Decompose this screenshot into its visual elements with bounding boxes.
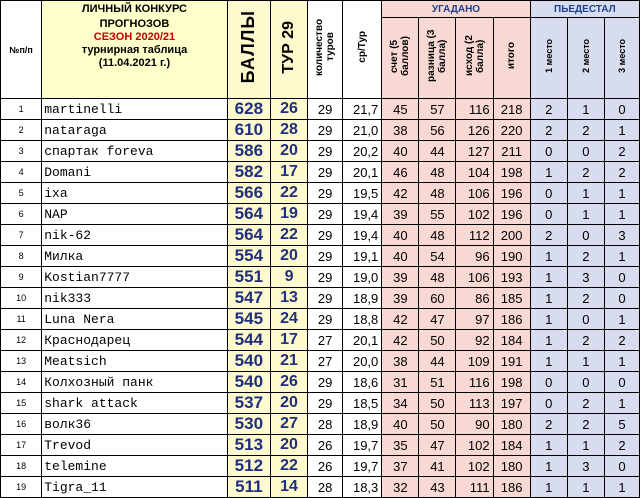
participant-name: Domani	[42, 162, 228, 183]
points-cell: 610	[227, 120, 270, 141]
tour-points-cell: 28	[271, 120, 308, 141]
tours-count-cell: 29	[308, 309, 343, 330]
place3-cell: 2	[604, 435, 639, 456]
place1-cell: 1	[530, 162, 567, 183]
per-tour-cell: 18,9	[343, 414, 382, 435]
per-tour-cell: 20,1	[343, 162, 382, 183]
per-tour-cell: 19,7	[343, 456, 382, 477]
diff-cell: 60	[419, 288, 456, 309]
tours-count-cell: 29	[308, 246, 343, 267]
total-cell: 190	[493, 246, 530, 267]
participant-name: спартак foreva	[42, 141, 228, 162]
row-number: 12	[1, 330, 42, 351]
table-row	[1, 309, 640, 330]
diff-cell: 57	[419, 99, 456, 120]
score-cell: 40	[382, 414, 419, 435]
tour-points-cell: 21	[271, 351, 308, 372]
place2-cell: 0	[567, 309, 604, 330]
diff-cell: 44	[419, 351, 456, 372]
tour-points-cell: 24	[271, 309, 308, 330]
tours-count-cell: 27	[308, 351, 343, 372]
total-cell: 197	[493, 393, 530, 414]
total-cell: 198	[493, 372, 530, 393]
diff-cell: 44	[419, 141, 456, 162]
per-tour-cell: 18,9	[343, 288, 382, 309]
tour-points-cell: 9	[271, 267, 308, 288]
total-cell: 196	[493, 204, 530, 225]
place1-cell: 1	[530, 435, 567, 456]
row-number: 14	[1, 372, 42, 393]
participant-name: ixa	[42, 183, 228, 204]
place1-cell: 1	[530, 246, 567, 267]
tour-points-cell: 19	[271, 204, 308, 225]
total-cell: 186	[493, 309, 530, 330]
points-cell: 540	[227, 351, 270, 372]
place2-cell: 3	[567, 267, 604, 288]
diff-cell: 43	[419, 477, 456, 498]
col-score-header: счет (5 баллов)	[382, 18, 419, 99]
table-row	[1, 225, 640, 246]
outcome-cell: 111	[456, 477, 493, 498]
table-row	[1, 435, 640, 456]
place3-cell: 3	[604, 225, 639, 246]
per-tour-cell: 19,4	[343, 204, 382, 225]
title-line2: ПРОГНОЗОВ	[99, 18, 170, 30]
col-place1-header: 1 место	[530, 18, 567, 99]
place1-cell: 0	[530, 141, 567, 162]
outcome-cell: 92	[456, 330, 493, 351]
total-cell: 211	[493, 141, 530, 162]
place1-cell: 2	[530, 414, 567, 435]
place3-cell: 1	[604, 120, 639, 141]
participant-name: Милка	[42, 246, 228, 267]
place1-cell: 2	[530, 225, 567, 246]
score-cell: 39	[382, 288, 419, 309]
row-number: 19	[1, 477, 42, 498]
place2-cell: 2	[567, 162, 604, 183]
per-tour-cell: 19,4	[343, 225, 382, 246]
table-row	[1, 204, 640, 225]
participant-name: волк36	[42, 414, 228, 435]
score-cell: 40	[382, 141, 419, 162]
total-cell: 180	[493, 414, 530, 435]
participant-name: martinelli	[42, 99, 228, 120]
diff-cell: 41	[419, 456, 456, 477]
col-tours-count-header: количество туров	[308, 1, 343, 99]
outcome-cell: 112	[456, 225, 493, 246]
col-diff-header: разница (3 балла)	[419, 18, 456, 99]
participant-name: Kostian7777	[42, 267, 228, 288]
row-number: 8	[1, 246, 42, 267]
outcome-cell: 106	[456, 267, 493, 288]
participant-name: nik333	[42, 288, 228, 309]
place1-cell: 2	[530, 99, 567, 120]
subtitle: турнирная таблица	[81, 44, 188, 56]
place2-cell: 2	[567, 120, 604, 141]
place2-cell: 2	[567, 330, 604, 351]
points-cell: 530	[227, 414, 270, 435]
total-cell: 184	[493, 435, 530, 456]
points-cell: 586	[227, 141, 270, 162]
date-label: (11.04.2021 г.)	[98, 57, 171, 69]
podium-group-header: ПЬЕДЕСТАЛ	[530, 1, 639, 18]
per-tour-cell: 21,0	[343, 120, 382, 141]
row-number: 18	[1, 456, 42, 477]
points-cell: 566	[227, 183, 270, 204]
tour-points-cell: 20	[271, 393, 308, 414]
tours-count-cell: 26	[308, 435, 343, 456]
total-cell: 196	[493, 183, 530, 204]
outcome-cell: 113	[456, 393, 493, 414]
place2-cell: 1	[567, 351, 604, 372]
per-tour-cell: 18,5	[343, 393, 382, 414]
place3-cell: 1	[604, 477, 639, 498]
place1-cell: 0	[530, 204, 567, 225]
place3-cell: 0	[604, 288, 639, 309]
tour-points-cell: 20	[271, 141, 308, 162]
diff-cell: 48	[419, 267, 456, 288]
table-row	[1, 162, 640, 183]
score-cell: 38	[382, 120, 419, 141]
place3-cell: 1	[604, 204, 639, 225]
points-cell: 511	[227, 477, 270, 498]
col-points-header: БАЛЛЫ	[227, 1, 270, 99]
place2-cell: 1	[567, 204, 604, 225]
participant-name: Колхозный панк	[42, 372, 228, 393]
tours-count-cell: 29	[308, 162, 343, 183]
table-row	[1, 267, 640, 288]
outcome-cell: 127	[456, 141, 493, 162]
score-cell: 34	[382, 393, 419, 414]
score-cell: 40	[382, 225, 419, 246]
place1-cell: 1	[530, 267, 567, 288]
place2-cell: 1	[567, 99, 604, 120]
diff-cell: 51	[419, 372, 456, 393]
points-cell: 544	[227, 330, 270, 351]
outcome-cell: 97	[456, 309, 493, 330]
tour-points-cell: 22	[271, 456, 308, 477]
tours-count-cell: 26	[308, 456, 343, 477]
tour-points-cell: 14	[271, 477, 308, 498]
diff-cell: 48	[419, 225, 456, 246]
tour-points-cell: 26	[271, 99, 308, 120]
tours-count-cell: 29	[308, 99, 343, 120]
diff-cell: 50	[419, 330, 456, 351]
place3-cell: 0	[604, 372, 639, 393]
row-number: 17	[1, 435, 42, 456]
row-number: 9	[1, 267, 42, 288]
place1-cell: 1	[530, 330, 567, 351]
participant-name: nataraga	[42, 120, 228, 141]
outcome-cell: 86	[456, 288, 493, 309]
points-cell: 564	[227, 225, 270, 246]
tours-count-cell: 29	[308, 120, 343, 141]
guessed-group-header: УГАДАНО	[382, 1, 530, 18]
total-cell: 220	[493, 120, 530, 141]
row-number: 4	[1, 162, 42, 183]
place3-cell: 1	[604, 393, 639, 414]
table-row	[1, 414, 640, 435]
row-number: 5	[1, 183, 42, 204]
tours-count-cell: 29	[308, 141, 343, 162]
score-cell: 37	[382, 456, 419, 477]
participant-name: Luna Nera	[42, 309, 228, 330]
per-tour-cell: 19,5	[343, 183, 382, 204]
row-number: 1	[1, 99, 42, 120]
outcome-cell: 102	[456, 435, 493, 456]
place3-cell: 0	[604, 267, 639, 288]
points-cell: 537	[227, 393, 270, 414]
place3-cell: 1	[604, 246, 639, 267]
outcome-cell: 116	[456, 372, 493, 393]
table-row	[1, 372, 640, 393]
place2-cell: 1	[567, 435, 604, 456]
place3-cell: 1	[604, 351, 639, 372]
score-cell: 35	[382, 435, 419, 456]
tours-count-cell: 29	[308, 183, 343, 204]
tour-points-cell: 13	[271, 288, 308, 309]
per-tour-cell: 20,0	[343, 351, 382, 372]
place1-cell: 1	[530, 477, 567, 498]
tour-points-cell: 20	[271, 435, 308, 456]
score-cell: 45	[382, 99, 419, 120]
score-cell: 38	[382, 351, 419, 372]
participant-name: shark attack	[42, 393, 228, 414]
place2-cell: 0	[567, 141, 604, 162]
per-tour-cell: 19,1	[343, 246, 382, 267]
outcome-cell: 126	[456, 120, 493, 141]
row-number: 2	[1, 120, 42, 141]
outcome-cell: 109	[456, 351, 493, 372]
col-number-header: №п/п	[1, 1, 42, 99]
total-cell: 185	[493, 288, 530, 309]
outcome-cell: 106	[456, 183, 493, 204]
table-row	[1, 99, 640, 120]
place2-cell: 0	[567, 372, 604, 393]
total-cell: 198	[493, 162, 530, 183]
table-row	[1, 330, 640, 351]
table-row	[1, 183, 640, 204]
score-cell: 39	[382, 204, 419, 225]
table-row	[1, 351, 640, 372]
per-tour-cell: 18,3	[343, 477, 382, 498]
diff-cell: 50	[419, 393, 456, 414]
diff-cell: 47	[419, 435, 456, 456]
tours-count-cell: 29	[308, 288, 343, 309]
per-tour-cell: 18,8	[343, 309, 382, 330]
score-cell: 46	[382, 162, 419, 183]
participant-name: nik-62	[42, 225, 228, 246]
points-cell: 554	[227, 246, 270, 267]
col-place3-header: 3 место	[604, 18, 639, 99]
col-place2-header: 2 место	[567, 18, 604, 99]
score-cell: 31	[382, 372, 419, 393]
row-number: 15	[1, 393, 42, 414]
place1-cell: 2	[530, 120, 567, 141]
place2-cell: 2	[567, 246, 604, 267]
table-row	[1, 393, 640, 414]
tours-count-cell: 29	[308, 204, 343, 225]
place3-cell: 1	[604, 183, 639, 204]
outcome-cell: 102	[456, 204, 493, 225]
participant-name: NAP	[42, 204, 228, 225]
place1-cell: 1	[530, 351, 567, 372]
per-tour-cell: 19,0	[343, 267, 382, 288]
tour-points-cell: 17	[271, 330, 308, 351]
place3-cell: 2	[604, 162, 639, 183]
tours-count-cell: 27	[308, 330, 343, 351]
participant-name: Trevod	[42, 435, 228, 456]
place3-cell: 5	[604, 414, 639, 435]
col-total-header: итого	[493, 18, 530, 99]
score-cell: 40	[382, 246, 419, 267]
col-tour-header: ТУР 29	[271, 1, 308, 99]
tours-count-cell: 28	[308, 414, 343, 435]
tour-points-cell: 22	[271, 183, 308, 204]
place2-cell: 0	[567, 225, 604, 246]
title-block	[42, 1, 228, 99]
per-tour-cell: 20,1	[343, 330, 382, 351]
points-cell: 545	[227, 309, 270, 330]
participant-name: Tigra_11	[42, 477, 228, 498]
standings-body	[1, 99, 640, 498]
col-outcome-header: исход (2 балла)	[456, 18, 493, 99]
season-label: СЕЗОН 2020/21	[93, 31, 176, 43]
score-cell: 39	[382, 267, 419, 288]
points-cell: 582	[227, 162, 270, 183]
points-cell: 540	[227, 372, 270, 393]
participant-name: Краснодарец	[42, 330, 228, 351]
total-cell: 191	[493, 351, 530, 372]
col-per-tour-header: ср/Тур	[343, 1, 382, 99]
diff-cell: 47	[419, 309, 456, 330]
place1-cell: 1	[530, 456, 567, 477]
participant-name: Meatsich	[42, 351, 228, 372]
row-number: 16	[1, 414, 42, 435]
tour-points-cell: 27	[271, 414, 308, 435]
tours-count-cell: 29	[308, 372, 343, 393]
diff-cell: 55	[419, 204, 456, 225]
per-tour-cell: 19,7	[343, 435, 382, 456]
row-number: 3	[1, 141, 42, 162]
place2-cell: 1	[567, 477, 604, 498]
points-cell: 513	[227, 435, 270, 456]
total-cell: 218	[493, 99, 530, 120]
place3-cell: 2	[604, 330, 639, 351]
table-row	[1, 246, 640, 267]
outcome-cell: 116	[456, 99, 493, 120]
score-cell: 42	[382, 309, 419, 330]
total-cell: 193	[493, 267, 530, 288]
place3-cell: 0	[604, 99, 639, 120]
diff-cell: 48	[419, 183, 456, 204]
place1-cell: 1	[530, 309, 567, 330]
place3-cell: 0	[604, 456, 639, 477]
place2-cell: 2	[567, 414, 604, 435]
total-cell: 186	[493, 477, 530, 498]
tour-points-cell: 17	[271, 162, 308, 183]
place2-cell: 3	[567, 456, 604, 477]
tours-count-cell: 29	[308, 225, 343, 246]
place1-cell: 1	[530, 288, 567, 309]
place1-cell: 0	[530, 393, 567, 414]
table-row	[1, 120, 640, 141]
row-number: 11	[1, 309, 42, 330]
tour-points-cell: 26	[271, 372, 308, 393]
tour-points-cell: 20	[271, 246, 308, 267]
outcome-cell: 96	[456, 246, 493, 267]
outcome-cell: 102	[456, 456, 493, 477]
outcome-cell: 90	[456, 414, 493, 435]
row-number: 10	[1, 288, 42, 309]
place3-cell: 2	[604, 141, 639, 162]
row-number: 13	[1, 351, 42, 372]
outcome-cell: 104	[456, 162, 493, 183]
row-number: 7	[1, 225, 42, 246]
table-row	[1, 288, 640, 309]
score-cell: 32	[382, 477, 419, 498]
points-cell: 547	[227, 288, 270, 309]
points-cell: 628	[227, 99, 270, 120]
per-tour-cell: 21,7	[343, 99, 382, 120]
table-row	[1, 141, 640, 162]
diff-cell: 54	[419, 246, 456, 267]
score-cell: 42	[382, 330, 419, 351]
diff-cell: 50	[419, 414, 456, 435]
per-tour-cell: 20,2	[343, 141, 382, 162]
table-row	[1, 456, 640, 477]
diff-cell: 48	[419, 162, 456, 183]
tour-points-cell: 22	[271, 225, 308, 246]
title-line1: ЛИЧНЫЙ КОНКУРС	[81, 3, 188, 15]
points-cell: 551	[227, 267, 270, 288]
tours-count-cell: 29	[308, 393, 343, 414]
place1-cell: 0	[530, 183, 567, 204]
place2-cell: 2	[567, 288, 604, 309]
tours-count-cell: 28	[308, 477, 343, 498]
place1-cell: 0	[530, 372, 567, 393]
total-cell: 180	[493, 456, 530, 477]
table-row	[1, 477, 640, 498]
place2-cell: 2	[567, 393, 604, 414]
total-cell: 200	[493, 225, 530, 246]
score-cell: 42	[382, 183, 419, 204]
place2-cell: 1	[567, 183, 604, 204]
place3-cell: 1	[604, 309, 639, 330]
total-cell: 184	[493, 330, 530, 351]
per-tour-cell: 18,6	[343, 372, 382, 393]
participant-name: telemine	[42, 456, 228, 477]
points-cell: 564	[227, 204, 270, 225]
points-cell: 512	[227, 456, 270, 477]
tours-count-cell: 29	[308, 267, 343, 288]
row-number: 6	[1, 204, 42, 225]
diff-cell: 56	[419, 120, 456, 141]
